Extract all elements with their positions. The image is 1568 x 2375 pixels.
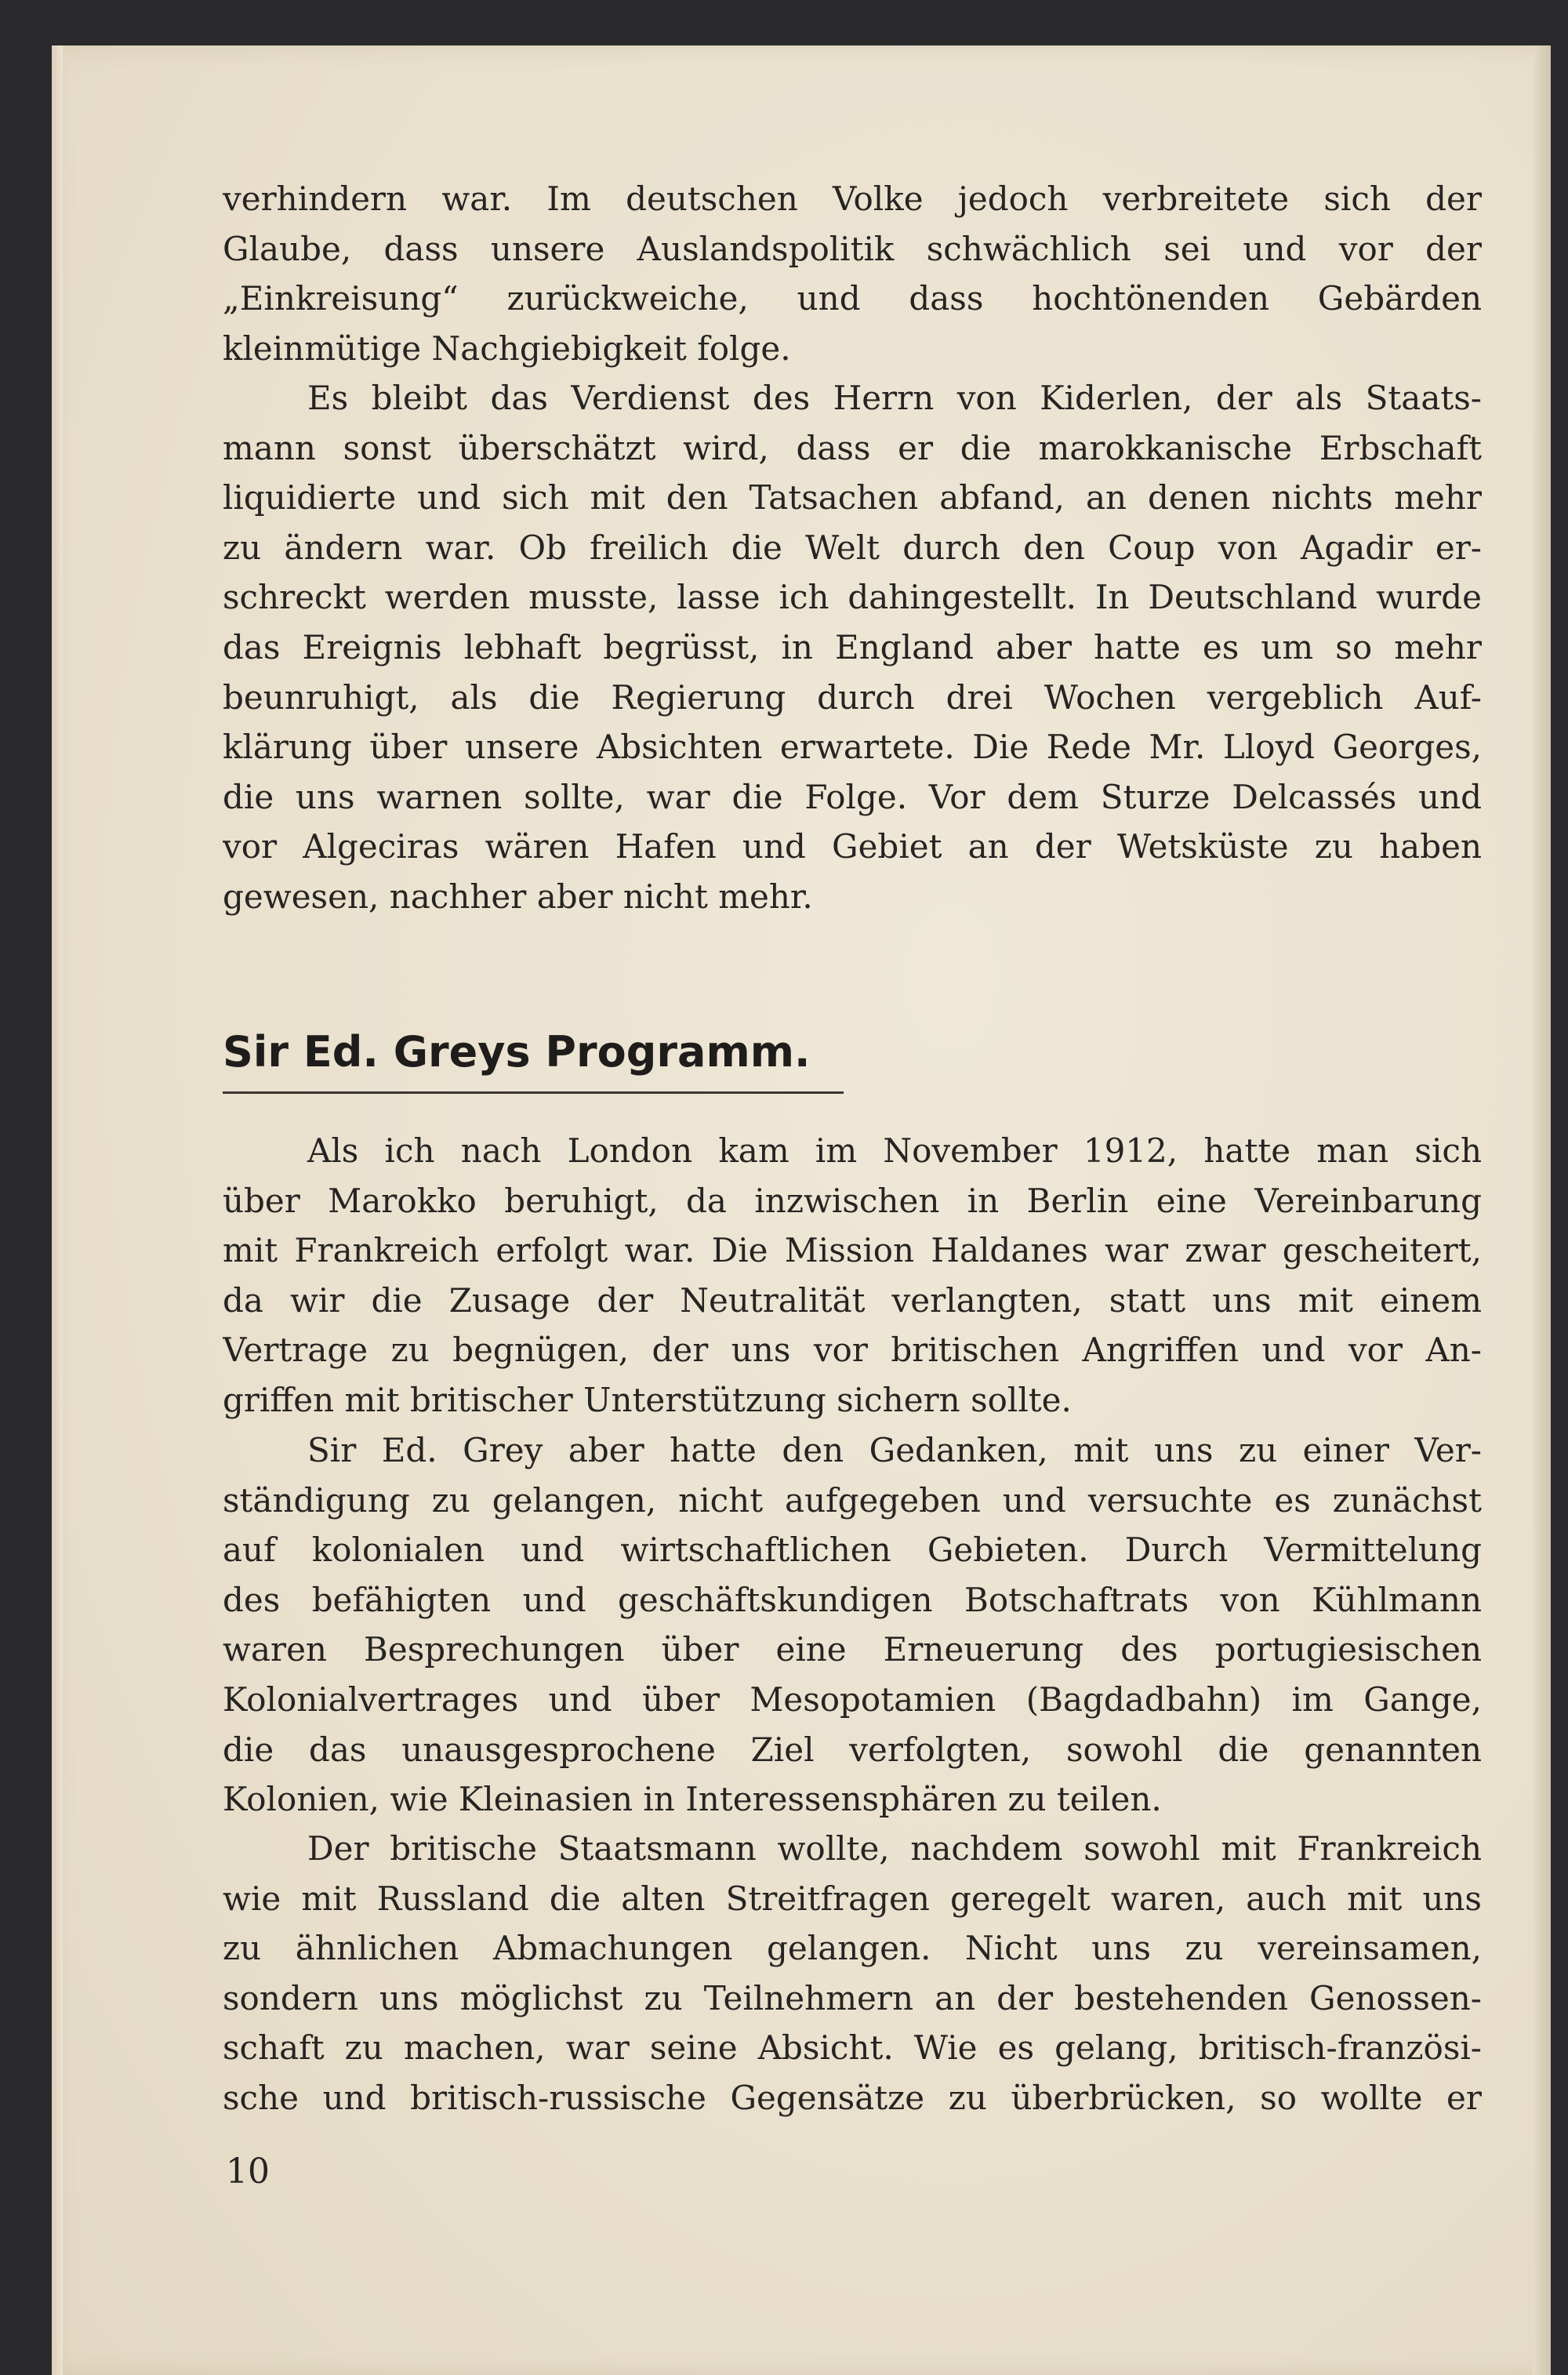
- text-line: schreckt werden musste, lasse ich dahingestellt. In Deutschland wurde: [223, 578, 1482, 617]
- paragraph-kiderlen: [223, 373, 1482, 922]
- page-number: 10: [226, 2152, 270, 2192]
- text-line: das Ereignis lebhaft begrüsst, in England aber hatte es um so mehr: [223, 627, 1482, 666]
- text-line: beunruhigt, als die Regierung durch drei Wochen vergeblich Auf-: [223, 677, 1482, 717]
- text-line: die uns warnen sollte, war die Folge. Vor dem Sturze Delcassés und: [223, 777, 1482, 816]
- text-line: vor Algeciras wären Hafen und Gebiet an der Wetsküste zu haben: [223, 827, 1482, 866]
- text-line: schaft zu machen, war seine Absicht. Wie es gelang, britisch-französi-: [223, 2028, 1482, 2068]
- text-line: verhindern war. Im deutschen Volke jedoch verbreitete sich der: [223, 180, 1482, 218]
- text-line: des befähigten und geschäftskundigen Botschaftrats von Kühlmann: [223, 1580, 1482, 1619]
- text-line: klärung über unsere Absichten erwartete. Die Rede Mr. Lloyd Georges,: [223, 728, 1482, 767]
- text-line: über Marokko beruhigt, da inzwischen in Berlin eine Vereinbarung: [223, 1181, 1482, 1220]
- heading-underline: [223, 1091, 844, 1094]
- text-line: mann sonst überschätzt wird, dass er die marokkanische Erbschaft: [223, 428, 1482, 467]
- text-line: gewesen, nachher aber nicht mehr.: [223, 877, 813, 916]
- text-line: Vertrage zu begnügen, der uns vor britischen Angriffen und vor An-: [223, 1331, 1482, 1370]
- text-line: „Einkreisung“ zurückweiche, und dass hochtönenden Gebärden: [223, 279, 1482, 318]
- text-line: griffen mit britischer Unterstützung sichern sollte.: [223, 1380, 1072, 1419]
- text-line: waren Besprechungen über eine Erneuerung des portugiesischen: [223, 1630, 1482, 1669]
- paragraph-intro-continuation: [223, 174, 1482, 373]
- text-line: auf kolonialen und wirtschaftlichen Gebieten. Durch Vermittelung: [223, 1531, 1482, 1570]
- text-line: Kolonialvertrages und über Mesopotamien (Bagdadbahn) im Gange,: [223, 1680, 1482, 1719]
- text-line: liquidierte und sich mit den Tatsachen abfand, an denen nichts mehr: [223, 478, 1482, 517]
- text-line: Sir Ed. Grey aber hatte den Gedanken, mit uns zu einer Ver-: [307, 1431, 1482, 1469]
- text-line: ständigung zu gelangen, nicht aufgegeben und versuchte es zunächst: [223, 1480, 1482, 1520]
- text-line: kleinmütige Nachgiebigkeit folge.: [223, 329, 791, 368]
- text-line: wie mit Russland die alten Streitfragen geregelt waren, auch mit uns: [223, 1879, 1482, 1918]
- page-edge-left: [52, 45, 63, 2375]
- page-edge-right: [1533, 45, 1551, 2375]
- text-line: Kolonien, wie Kleinasien in Interessensphären zu teilen.: [223, 1780, 1162, 1819]
- text-line: Der britische Staatsmann wollte, nachdem sowohl mit Frankreich: [307, 1829, 1482, 1868]
- text-line: Als ich nach London kam im November 1912, hatte man sich: [307, 1131, 1482, 1170]
- section-heading: Sir Ed. Greys Programm.: [223, 1027, 811, 1077]
- paragraph-london: [223, 1126, 1482, 1425]
- text-line: Es bleibt das Verdienst des Herrn von Kiderlen, der als Staats-: [307, 379, 1482, 417]
- text-line: zu ähnlichen Abmachungen gelangen. Nicht uns zu vereinsamen,: [223, 1929, 1482, 1968]
- text-line: da wir die Zusage der Neutralität verlangten, statt uns mit einem: [223, 1280, 1482, 1320]
- text-line: sche und britisch-russische Gegensätze zu überbrücken, so wollte er: [223, 2078, 1482, 2117]
- text-line: mit Frankreich erfolgt war. Die Mission Haldanes war zwar gescheitert,: [223, 1231, 1482, 1270]
- text-line: sondern uns möglichst zu Teilnehmern an der bestehenden Genossen-: [223, 1978, 1482, 2017]
- paragraph-grey: [223, 1425, 1482, 1825]
- text-line: zu ändern war. Ob freilich die Welt durch den Coup von Agadir er-: [223, 528, 1482, 567]
- paragraph-staatsmann: [223, 1824, 1482, 2123]
- text-line: Glaube, dass unsere Auslandspolitik schwächlich sei und vor der: [223, 229, 1482, 268]
- text-line: die das unausgesprochene Ziel verfolgten, sowohl die genannten: [223, 1730, 1482, 1769]
